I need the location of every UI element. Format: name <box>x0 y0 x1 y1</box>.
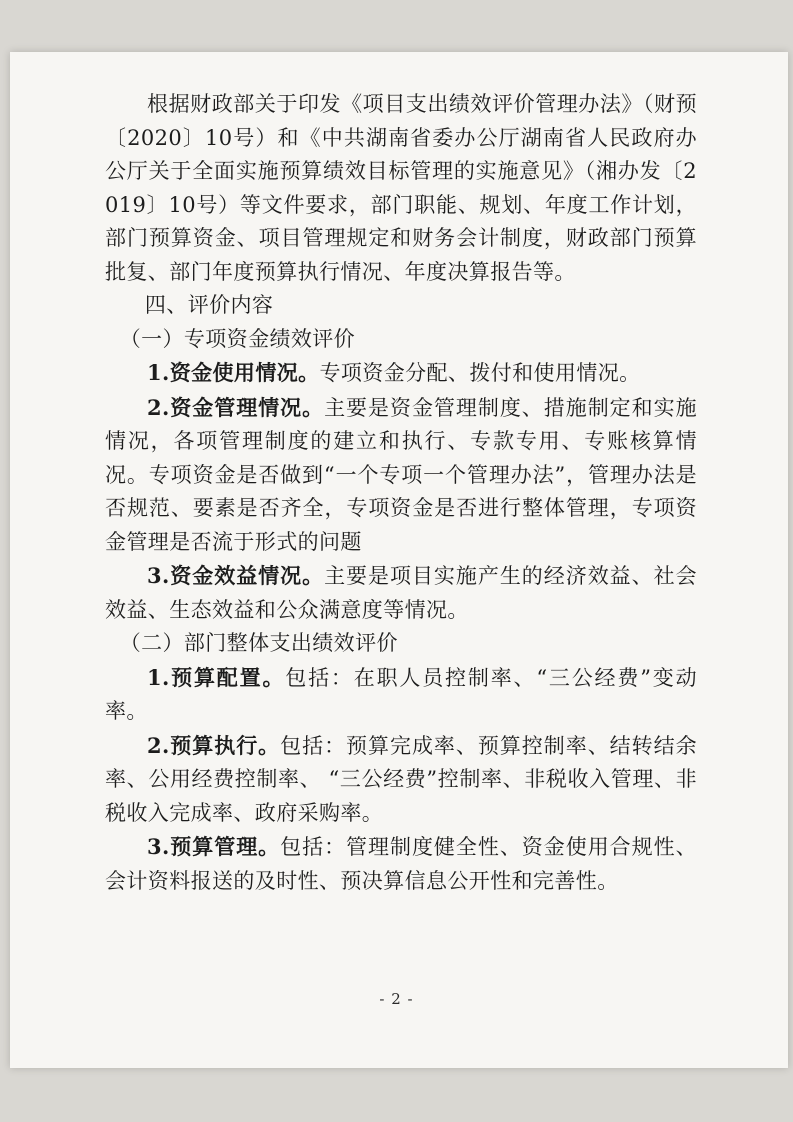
section-heading-evaluation-content: 四、评价内容 <box>144 293 274 317</box>
paragraph-budget-execution <box>105 729 697 831</box>
paragraph-text: 专项资金分配、拨付和使用情况。 <box>319 361 641 385</box>
paragraph-budget-management <box>105 830 697 898</box>
subsection-heading-special-funds: （一）专项资金绩效评价 <box>119 326 356 351</box>
paragraph-fund-benefit <box>105 559 697 627</box>
document-body <box>105 88 697 898</box>
paragraph-fund-usage <box>105 356 697 391</box>
page-number: - 2 - <box>379 990 414 1008</box>
paragraph-text: 主要是资金管理制度、措施制定和实施情况，各项管理制度的建立和执行、专款专用、专账核算情况。专项资金是否做到“一个专项一个管理办法”，管理办法是否规范、要素是否齐全，专项资金是否进行整体管理，专项资金管理是否流于形式的问题 <box>105 395 697 554</box>
paragraph-lead: 2.预算执行。 <box>147 732 281 758</box>
paragraph-text: 包括：预算完成率、预算控制率、结转结余率、公用经费控制率、 “三公经费”控制率、非税收入管理、非税收入完成率、政府采购率。 <box>105 733 697 825</box>
paragraph-text: 包括：在职人员控制率、“三公经费”变动率。 <box>105 665 697 723</box>
paragraph-text: 包括：管理制度健全性、资金使用合规性、会计资料报送的及时性、预决算信息公开性和完善性。 <box>105 835 697 893</box>
paragraph-budget-allocation <box>105 661 697 729</box>
paragraph-lead: 3.预算管理。 <box>147 834 281 859</box>
paragraph-lead: 3.资金效益情况。 <box>147 563 325 588</box>
intro-paragraph: 根据财政部关于印发《项目支出绩效评价管理办法》（财预〔2020〕10号）和《中共湖南省委办公厅湖南省人民政府办公厅关于全面实施预算绩效目标管理的实施意见》（湘办发〔2019〕10号）等文件要求，部门职能、规划、年度工作计划，部门预算资金、项目管理规定和财务会计制度，财政部门预算批复、部门年度预算执行情况、年度决算报告等。 <box>105 92 697 284</box>
paragraph-fund-management <box>105 391 697 560</box>
paragraph-text: 主要是项目实施产生的经济效益、社会效益、生态效益和公众满意度等情况。 <box>105 564 697 622</box>
paragraph-lead: 1.预算配置。 <box>147 664 286 690</box>
paragraph-lead: 1.资金使用情况。 <box>147 360 320 385</box>
subsection-heading-department-expenditure: （二）部门整体支出绩效评价 <box>119 631 398 655</box>
paragraph-lead: 2.资金管理情况。 <box>147 394 325 420</box>
